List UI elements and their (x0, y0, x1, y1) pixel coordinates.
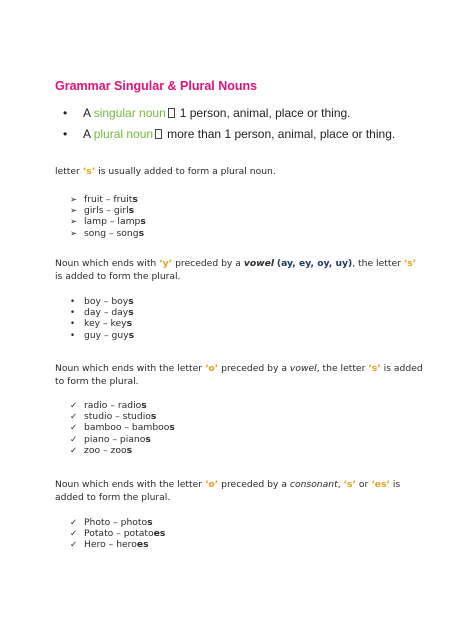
bullet-icon: • (70, 297, 76, 307)
plural-suffix: s (126, 318, 133, 330)
list-item (70, 194, 146, 205)
plural-suffix: s (138, 227, 145, 239)
rule-text: is added to form the plural. (55, 270, 181, 282)
bullet-prefix: A (83, 106, 94, 120)
rule-text: Noun which ends with the letter (55, 363, 205, 374)
example-text: guy – guy (84, 329, 129, 341)
example-list (70, 400, 175, 456)
highlight-letter: ‘y’ (159, 258, 173, 269)
list-item (63, 103, 395, 124)
page-title: Grammar Singular & Plural Nouns (55, 79, 258, 93)
list-item (70, 205, 146, 216)
rule-paragraph (55, 258, 425, 283)
list-item (70, 434, 175, 445)
example-text: girls – girl (84, 205, 129, 217)
rule-text: letter (55, 166, 83, 177)
rule-paragraph (55, 479, 425, 504)
rule-text: is added to form the plural. (55, 479, 401, 503)
example-text: Photo – photo (84, 517, 148, 528)
example-text: boy – boy (84, 296, 129, 307)
list-item (70, 400, 175, 411)
bullet-icon: • (63, 127, 68, 141)
list-item (70, 445, 175, 456)
emphasis-vowel: vowel (289, 363, 317, 374)
rule-text: , the letter (316, 363, 369, 374)
arrow-bullet-icon: ➢ (70, 217, 78, 228)
example-text: Potato – potato (84, 528, 154, 540)
example-text: key – key (84, 318, 127, 330)
rule-text: is added to form the plural. (55, 363, 423, 387)
plural-suffix: s (128, 296, 134, 307)
bullet-prefix: A (83, 127, 94, 141)
emphasis-consonant: consonant (289, 479, 338, 490)
example-text: bamboo – bamboo (84, 422, 170, 434)
highlight-letter: ‘s’ (368, 363, 381, 374)
check-icon: ✓ (70, 445, 78, 456)
example-text: studio – studio (84, 411, 151, 423)
example-list (70, 296, 134, 341)
plural-suffix: s (126, 444, 133, 456)
bullet-icon: • (63, 106, 68, 120)
term-plural-noun: plural noun (93, 127, 154, 141)
example-text: day – day (84, 307, 129, 319)
highlight-letter: ‘s’ (82, 166, 96, 177)
list-item (70, 318, 134, 329)
check-icon: ✓ (70, 412, 78, 423)
example-list (70, 517, 165, 551)
plural-suffix: s (128, 329, 135, 341)
missing-glyph-icon (155, 129, 162, 139)
example-text: piano – piano (84, 433, 146, 445)
definition-text: 1 person, animal, place or thing. (179, 106, 351, 120)
list-item (70, 517, 165, 528)
bullet-icon: • (70, 319, 76, 330)
rule-text: , (337, 479, 344, 490)
list-item (70, 307, 134, 318)
list-item (70, 330, 134, 341)
plural-suffix: s (140, 216, 146, 228)
vowel-examples: (ay, ey, oy, uy) (276, 258, 353, 269)
plural-suffix: es (153, 528, 166, 540)
arrow-bullet-icon: ➢ (70, 228, 78, 239)
highlight-letter: ‘es’ (371, 479, 390, 490)
list-item (70, 422, 175, 433)
plural-suffix: s (169, 422, 175, 434)
rule-text: preceded by a (218, 363, 290, 374)
rule-paragraph (55, 166, 425, 179)
plural-suffix: s (147, 517, 153, 528)
plural-suffix: s (145, 433, 151, 445)
list-item (70, 216, 146, 227)
arrow-bullet-icon: ➢ (70, 195, 78, 205)
arrow-bullet-icon: ➢ (70, 206, 78, 217)
emphasis-vowel: vowel (243, 258, 274, 269)
bullet-icon: • (70, 308, 76, 319)
plural-suffix: s (150, 411, 157, 423)
rule-paragraph (55, 363, 425, 388)
rule-text: Noun which ends with (55, 258, 160, 269)
plural-suffix: s (141, 400, 147, 411)
rule-text: Noun which ends with the letter (55, 479, 205, 490)
rule-text: preceded by a (172, 258, 244, 269)
definition-text: more than 1 person, animal, place or thing. (167, 127, 396, 141)
list-item (70, 228, 146, 239)
highlight-letter: ‘o’ (204, 363, 219, 374)
highlight-letter: ‘s’ (403, 258, 417, 269)
example-text: zoo – zoo (84, 444, 127, 456)
highlight-letter: ‘o’ (204, 479, 219, 490)
check-icon: ✓ (70, 529, 78, 540)
plural-suffix: s (132, 194, 138, 205)
example-list (70, 194, 146, 239)
plural-suffix: s (128, 307, 134, 319)
check-icon: ✓ (70, 540, 78, 551)
term-singular-noun: singular noun (93, 106, 166, 120)
example-text: song – song (84, 227, 139, 239)
example-text: lamp – lamp (84, 216, 141, 228)
list-item (70, 528, 165, 539)
list-item (70, 296, 134, 307)
rule-text: or (356, 479, 372, 490)
check-icon: ✓ (70, 518, 78, 528)
rule-text: , the letter (352, 258, 404, 269)
list-item (70, 539, 165, 550)
list-item (70, 411, 175, 422)
rule-text: is usually added to form a plural noun. (95, 166, 276, 177)
missing-glyph-icon (168, 108, 175, 118)
check-icon: ✓ (70, 401, 78, 411)
bullet-icon: • (70, 330, 76, 341)
definition-list (63, 103, 395, 145)
example-text: Hero – hero (84, 539, 137, 551)
highlight-letter: ‘s’ (343, 479, 356, 490)
check-icon: ✓ (70, 434, 78, 445)
rule-text: preceded by a (218, 479, 290, 490)
example-text: radio – radio (84, 400, 142, 411)
example-text: fruit – fruit (84, 194, 133, 205)
plural-suffix: s (128, 205, 135, 217)
check-icon: ✓ (70, 423, 78, 434)
list-item (63, 124, 395, 145)
plural-suffix: es (136, 539, 149, 551)
